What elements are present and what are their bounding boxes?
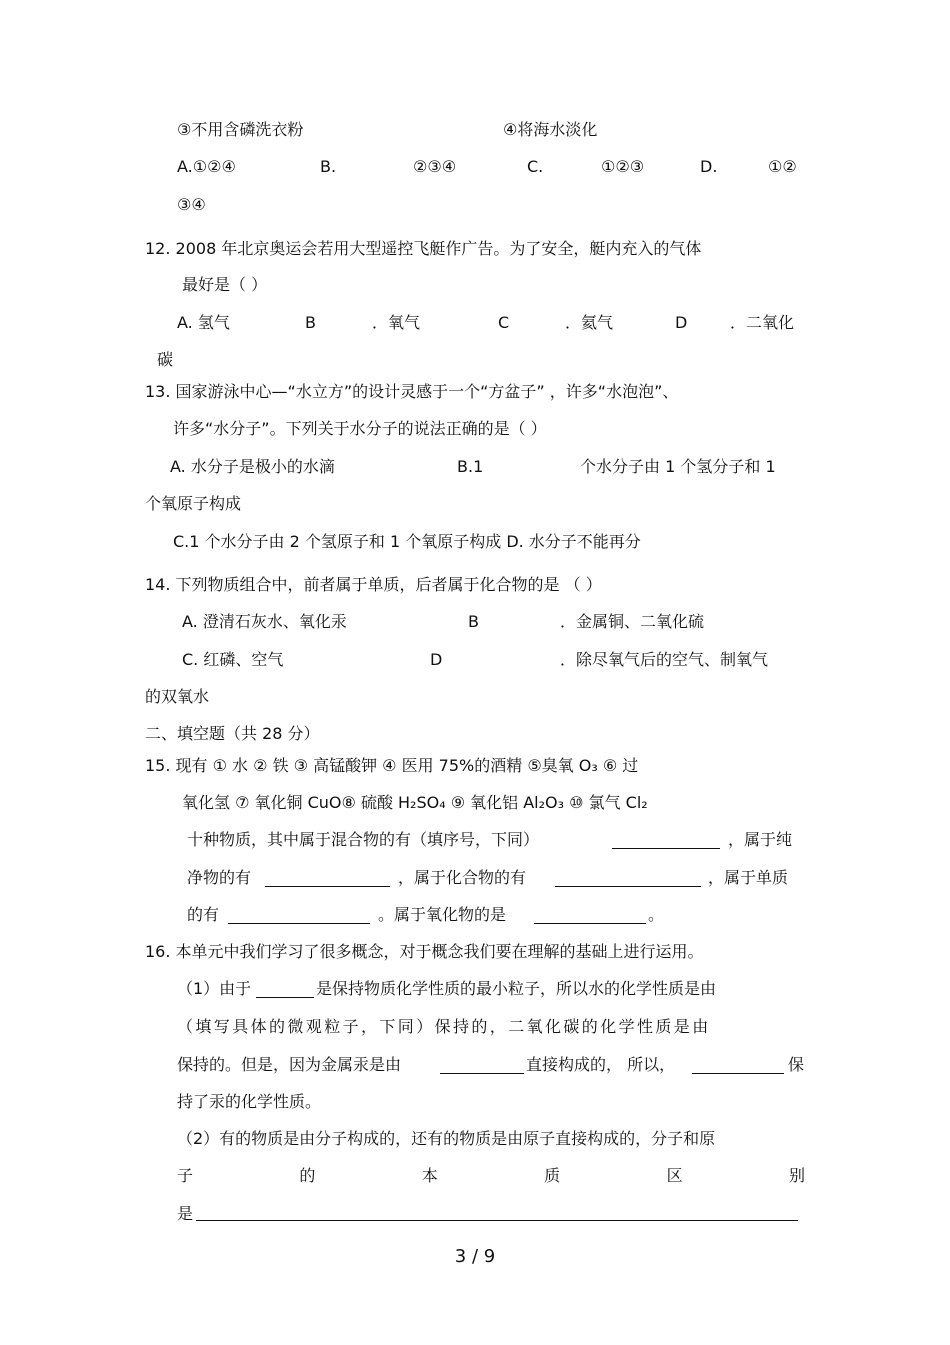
compound-answer-blank[interactable] xyxy=(555,870,701,887)
q11-choice-d-text: ①② xyxy=(768,157,797,176)
q12-stem-line2: 最好是（ ） xyxy=(182,275,268,294)
q16-p2: （填写具体的微观粒子，下同）保持的，二氧化碳的化学性质是由 xyxy=(177,1017,711,1036)
q11-choice-c-label: C. xyxy=(527,157,544,176)
q16-p3-tail: 保 xyxy=(788,1055,805,1074)
q15-line4-text: 净物的有 xyxy=(187,868,252,887)
q14-choice-d-text: ．除尽氧气后的空气、制氧气 xyxy=(560,650,769,669)
choice-label: A. xyxy=(177,157,193,176)
q15-line3 xyxy=(187,830,539,850)
q14-choice-b-text: ．金属铜、二氧化硫 xyxy=(560,612,705,631)
q16-p1-tail: 是保持物质化学性质的最小粒子，所以水的化学性质是由 xyxy=(316,979,717,998)
q13-choice-b-label: B.1 xyxy=(457,457,484,476)
q14-choice-d-cont: 的双氧水 xyxy=(145,687,210,706)
q16-p6-char: 质 xyxy=(544,1166,561,1185)
q12-choice-d-text: ．二氧化 xyxy=(730,313,795,332)
q12-choice-c-text: ．氦气 xyxy=(565,313,614,332)
q13-choice-a: A. 水分子是极小的水滴 xyxy=(170,457,335,476)
oxide-answer-blank[interactable] xyxy=(534,907,646,924)
q11-choice-b-text: ②③④ xyxy=(413,157,457,176)
q15-line5-text: 的有 xyxy=(187,905,220,924)
q13-choice-b-cont: 个氧原子构成 xyxy=(145,494,242,513)
mercury-particle-blank[interactable] xyxy=(440,1057,524,1074)
q14-choice-c: C. 红磷、空气 xyxy=(182,650,284,669)
page-number: 3 / 9 xyxy=(454,1246,496,1267)
q16-stem: 16. 本单元中我们学习了很多概念，对于概念我们要在理解的基础上进行运用。 xyxy=(145,942,704,961)
q15-line5-tail: 。 xyxy=(648,905,665,924)
choice-text: ①②④ xyxy=(192,157,236,176)
q16-p1-text: （1）由于 xyxy=(177,979,252,998)
element-answer-blank[interactable] xyxy=(228,907,370,924)
q11-choice-c-text: ①②③ xyxy=(601,157,645,176)
q16-p6-char: 别 xyxy=(788,1166,805,1185)
difference-answer-blank[interactable] xyxy=(196,1204,798,1221)
q11-choice-b-label: B. xyxy=(320,157,337,176)
q11-choice-a xyxy=(177,157,236,177)
q12-choice-b-label: B xyxy=(305,313,316,332)
q12-choice-c-label: C xyxy=(498,313,510,332)
q13-choices-cd: C.1 个水分子由 2 个氢原子和 1 个氧原子构成 D. 水分子不能再分 xyxy=(173,532,641,551)
q16-p6-char: 本 xyxy=(421,1166,438,1185)
q13-choice-b-text: 个水分子由 1 个氢分子和 1 xyxy=(580,457,776,476)
q16-p3-mid: 直接构成的， 所以， xyxy=(526,1055,676,1074)
q12-stem-line1: 12. 2008 年北京奥运会若用大型遥控飞艇作广告。为了安全，艇内充入的气体 xyxy=(145,239,702,258)
q16-p6-char: 子 xyxy=(177,1166,194,1185)
mixture-answer-blank[interactable] xyxy=(612,832,720,849)
q16-p4: 持了汞的化学性质。 xyxy=(177,1092,322,1111)
q15-line1: 15. 现有 ① 水 ② 铁 ③ 高锰酸钾 ④ 医用 75%的酒精 ⑤臭氧 O₃ ⑥ 过 xyxy=(145,756,639,775)
q16-p3-text: 保持的。但是，因为金属汞是由 xyxy=(177,1055,402,1074)
q12-choice-a: A. 氢气 xyxy=(177,313,230,332)
q12-choice-d-label: D xyxy=(675,313,688,332)
q16-p5: （2）有的物质是由分子构成的，还有的物质是由原子直接构成的，分子和原 xyxy=(177,1129,716,1148)
q13-stem-line2: 许多“水分子”。下列关于水分子的说法正确的是（ ） xyxy=(173,419,547,438)
q15-line2: 氧化氢 ⑦ 氧化铜 CuO⑧ 硫酸 H₂SO₄ ⑨ 氧化铝 Al₂O₃ ⑩ 氯气 Cl₂ xyxy=(182,793,648,812)
q14-choice-b-label: B xyxy=(468,612,479,631)
q16-p6 xyxy=(177,1166,805,1186)
q15-line4-tail: ，属于单质 xyxy=(708,868,789,887)
q11-choice-d-cont: ③④ xyxy=(177,195,206,214)
q15-line5-mid: 。属于氧化物的是 xyxy=(378,905,507,924)
q14-choice-d-label: D xyxy=(430,650,443,669)
q15-line3-text: 十种物质，其中属于混合物的有（填序号，下同） xyxy=(187,830,540,849)
q14-stem: 14. 下列物质组合中，前者属于单质，后者属于化合物的是 （ ） xyxy=(145,575,602,594)
q12-choice-d-cont: 碳 xyxy=(157,350,174,369)
q13-stem-line1: 13. 国家游泳中心—“水立方”的设计灵感于一个“方盆子” ，许多“水泡泡”、 xyxy=(145,382,679,401)
q12-choice-b-text: ．氧气 xyxy=(372,313,421,332)
q11-option-3: ③不用含磷洗衣粉 xyxy=(177,120,304,139)
q16-p6-char: 的 xyxy=(299,1166,316,1185)
q15-line4-mid: ，属于化合物的有 xyxy=(398,868,527,887)
pure-substance-answer-blank[interactable] xyxy=(265,870,390,887)
q11-option-4: ④将海水淡化 xyxy=(503,120,598,139)
smallest-particle-blank[interactable] xyxy=(256,981,314,998)
q16-p7-text: 是 xyxy=(177,1204,194,1223)
q14-choice-a: A. 澄清石灰水、氧化汞 xyxy=(182,612,347,631)
q15-line3-tail: ，属于纯 xyxy=(728,830,793,849)
mercury-property-blank[interactable] xyxy=(692,1057,784,1074)
q11-choice-d-label: D. xyxy=(700,157,718,176)
section-heading: 二、填空题（共 28 分） xyxy=(145,724,320,743)
q16-p6-char: 区 xyxy=(666,1166,683,1185)
